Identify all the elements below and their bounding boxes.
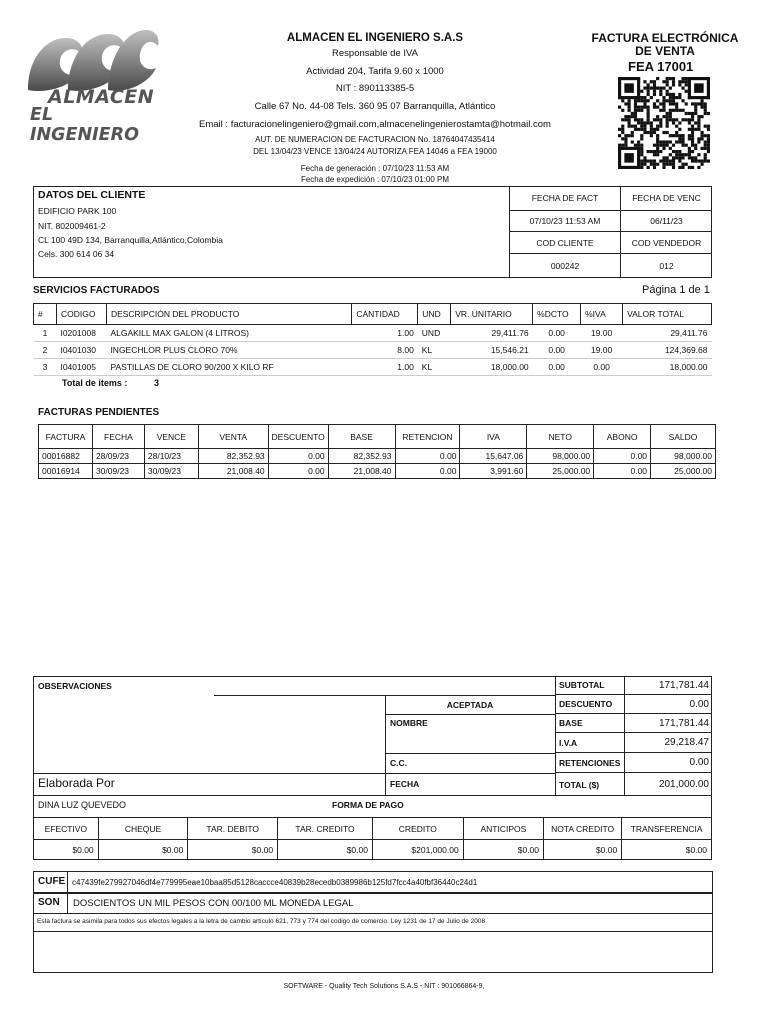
client-address: CL 100 49D 134, Barranquilla,Atlántico,Colombia bbox=[38, 235, 223, 245]
pending-cell: 28/10/23 bbox=[144, 449, 198, 464]
pending-cell: 28/09/23 bbox=[92, 449, 144, 464]
invoice-number: FEA 17001 bbox=[628, 59, 694, 74]
table-cell: 29,411.76 bbox=[451, 325, 533, 342]
services-header-row bbox=[34, 304, 712, 325]
page-indicator: Página 1 de 1 bbox=[642, 284, 710, 296]
payment-col: CHEQUE bbox=[98, 818, 188, 840]
col-valor-total: VALOR TOTAL bbox=[623, 304, 712, 325]
value-fecha-venc: 06/11/23 bbox=[620, 210, 712, 231]
label-cod-vendedor: COD VENDEDOR bbox=[620, 231, 712, 253]
total-label: RETENCIONES bbox=[556, 753, 624, 773]
company-email: Email : facturacionelingeniero@gmail.com,almacenelingenierostamta@hotmail.com bbox=[199, 119, 551, 130]
value-fecha-fact: 07/10/23 11:53 AM bbox=[509, 210, 620, 231]
pending-cell: 0.00 bbox=[594, 464, 651, 479]
table-cell: 1.00 bbox=[352, 359, 418, 376]
payment-header-top bbox=[33, 796, 712, 817]
pending-row bbox=[39, 464, 716, 479]
total-label: TOTAL ($) bbox=[559, 779, 600, 790]
pending-cell: 0.00 bbox=[594, 449, 651, 464]
client-heading: DATOS DEL CLIENTE bbox=[38, 189, 146, 201]
table-cell: UND bbox=[418, 325, 451, 342]
table-cell: 124,369.68 bbox=[623, 342, 712, 359]
payment-col: NOTA CREDITO bbox=[544, 818, 622, 840]
payment-values-table bbox=[33, 839, 712, 860]
pending-cell: 21,008.40 bbox=[198, 464, 268, 479]
total-label: I.V.A bbox=[556, 733, 624, 753]
company-address: Calle 67 No. 44-08 Tels. 360 95 07 Barranquilla, Atlántico bbox=[254, 101, 496, 112]
son-label: SON bbox=[38, 897, 60, 908]
services-heading: SERVICIOS FACTURADOS bbox=[33, 285, 160, 296]
payment-values-row bbox=[34, 840, 712, 860]
legal-note: Esta factura se asimila para todos sus efectos legales a la letra de cambio artículo 621, 773 y 774 del codigo de comercio. Ley 1231 de 17 de Julio de 2008 bbox=[37, 918, 486, 925]
payment-value: $0.00 bbox=[544, 840, 622, 860]
accepted-label: ACEPTADA bbox=[446, 700, 494, 710]
table-cell: 15,546.21 bbox=[451, 342, 533, 359]
pending-cell: 15,647.06 bbox=[460, 449, 527, 464]
table-cell: 0.00 bbox=[581, 359, 623, 376]
total-value: 171,781.44 bbox=[625, 714, 712, 733]
son-value: DOSCIENTOS UN MIL PESOS CON 00/100 ML MONEDA LEGAL bbox=[73, 898, 354, 909]
pending-col-descuento: DESCUENTO bbox=[268, 425, 328, 449]
table-cell: I0201008 bbox=[56, 325, 106, 342]
pending-cell: 25,000.00 bbox=[651, 464, 716, 479]
total-items-value: 3 bbox=[154, 378, 160, 388]
invoice-title-2: DE VENTA bbox=[635, 44, 695, 58]
pending-cell: 30/09/23 bbox=[144, 464, 198, 479]
pending-col-abono: ABONO bbox=[594, 425, 651, 449]
pending-header-row bbox=[39, 425, 716, 449]
cufe-label: CUFE bbox=[38, 876, 66, 887]
table-cell: 0.00 bbox=[533, 342, 581, 359]
cc-under-line bbox=[385, 773, 555, 774]
payment-table bbox=[33, 817, 712, 840]
total-value: 0.00 bbox=[625, 753, 712, 773]
table-cell: 0.00 bbox=[533, 325, 581, 342]
issue-date: Fecha de expedición : 07/10/23 01:00 PM bbox=[300, 175, 450, 184]
pending-table bbox=[38, 424, 716, 479]
col-vr-unitario: VR. UNITARIO bbox=[451, 304, 533, 325]
pending-cell: 3,991.60 bbox=[460, 464, 527, 479]
table-cell: 19.00 bbox=[581, 325, 623, 342]
pending-cell: 0.00 bbox=[395, 449, 460, 464]
payment-col: CREDITO bbox=[372, 818, 463, 840]
pending-col-saldo: SALDO bbox=[651, 425, 716, 449]
son-under-line bbox=[33, 913, 713, 914]
cufe-value: c47439fe279927046df4e779995eae10baa85d5128caccce40839b28ecedb0389986b125fd7fcc4a40fbf36440c24d1 bbox=[72, 878, 478, 887]
table-cell: KL bbox=[418, 359, 451, 376]
pending-cell: 98,000.00 bbox=[651, 449, 716, 464]
total-value: 171,781.44 bbox=[625, 676, 712, 695]
payment-value: $0.00 bbox=[98, 840, 188, 860]
payment-value: $0.00 bbox=[622, 840, 712, 860]
cufe-divider bbox=[67, 871, 68, 893]
payment-col: TAR. CREDITO bbox=[278, 818, 373, 840]
table-cell: 29,411.76 bbox=[623, 325, 712, 342]
total-label: BASE bbox=[556, 714, 624, 733]
nombre-under-line bbox=[385, 753, 555, 754]
pending-col-neto: NETO bbox=[527, 425, 594, 449]
total-label: SUBTOTAL bbox=[556, 676, 624, 695]
pending-col-retencion: RETENCION bbox=[395, 425, 460, 449]
authorization-number: AUT. DE NUMERACION DE FACTURACION No. 18764047435414 bbox=[255, 135, 495, 144]
generation-date: Fecha de generación : 07/10/23 11:53 AM bbox=[300, 164, 450, 173]
table-cell: PASTILLAS DE CLORO 90/200 X KILO RF bbox=[106, 359, 351, 376]
total-label: DESCUENTO bbox=[556, 695, 624, 714]
authorization-range: DEL 13/04/23 VENCE 13/04/24 AUTORIZA FEA 14046 a FEA 19000 bbox=[253, 147, 497, 156]
table-cell: 8.00 bbox=[352, 342, 418, 359]
table-row bbox=[34, 325, 712, 342]
pending-heading: FACTURAS PENDIENTES bbox=[38, 407, 160, 418]
nombre-label: NOMBRE bbox=[390, 718, 428, 728]
payment-value: $201,000.00 bbox=[372, 840, 463, 860]
table-cell: INGECHLOR PLUS CLORO 70% bbox=[106, 342, 351, 359]
fecha-label: FECHA bbox=[390, 779, 420, 789]
col-dcto: %DCTO bbox=[533, 304, 581, 325]
elaborated-label: Elaborada Por bbox=[38, 776, 115, 790]
pending-cell: 0.00 bbox=[268, 464, 328, 479]
total-value: 29,218.47 bbox=[625, 733, 712, 753]
pending-col-vence: VENCE bbox=[144, 425, 198, 449]
col-cantidad: CANTIDAD bbox=[352, 304, 418, 325]
payment-header-row bbox=[34, 818, 712, 840]
payment-col: ANTICIPOS bbox=[463, 818, 543, 840]
pending-col-base: BASE bbox=[328, 425, 395, 449]
table-cell: KL bbox=[418, 342, 451, 359]
accepted-under-line bbox=[385, 714, 555, 715]
table-cell: 2 bbox=[34, 342, 57, 359]
company-name: ALMACEN EL INGENIERO S.A.S bbox=[286, 32, 464, 44]
label-fecha-fact: FECHA DE FACT bbox=[509, 186, 620, 210]
table-cell: 0.00 bbox=[533, 359, 581, 376]
logo-text-2: EL INGENIERO bbox=[30, 105, 139, 145]
company-activity: Actividad 204, Tarifa 9.60 x 1000 bbox=[306, 66, 444, 77]
label-fecha-venc: FECHA DE VENC bbox=[620, 186, 712, 210]
company-nit: NIT : 890113385-5 bbox=[335, 83, 415, 94]
table-cell: 18,000.00 bbox=[623, 359, 712, 376]
company-logo bbox=[26, 28, 166, 145]
payment-value: $0.00 bbox=[188, 840, 278, 860]
table-cell: 3 bbox=[34, 359, 57, 376]
payment-value: $0.00 bbox=[278, 840, 373, 860]
logo-text-1: ALMACEN bbox=[48, 86, 155, 108]
elaborated-line bbox=[33, 773, 385, 774]
col-descripcion: DESCRIPCIÓN DEL PRODUCTO bbox=[106, 304, 351, 325]
value-cod-cliente: 000242 bbox=[509, 253, 620, 278]
qr-code bbox=[618, 77, 710, 169]
acceptance-left-divider bbox=[385, 695, 386, 796]
pending-row bbox=[39, 449, 716, 464]
payment-label: FORMA DE PAGO bbox=[332, 800, 404, 810]
table-row bbox=[34, 359, 712, 376]
elaborated-by: DINA LUZ QUEVEDO bbox=[38, 800, 127, 810]
table-cell: 18,000.00 bbox=[451, 359, 533, 376]
total-value: 0.00 bbox=[625, 695, 712, 714]
label-cod-cliente: COD CLIENTE bbox=[509, 231, 620, 253]
payment-value: $0.00 bbox=[463, 840, 543, 860]
table-cell: ALGAKILL MAX GALON (4 LITROS) bbox=[106, 325, 351, 342]
pending-cell: 82,352.93 bbox=[198, 449, 268, 464]
pending-cell: 21,008.40 bbox=[328, 464, 395, 479]
pending-cell: 25,000.00 bbox=[527, 464, 594, 479]
software-footer: SOFTWARE - Quality Tech Solutions S.A.S - NIT : 901066864-9, bbox=[283, 983, 485, 990]
client-phones: Cels. 300 614 06 34 bbox=[38, 249, 115, 259]
legal-under-line bbox=[33, 931, 713, 932]
pending-cell: 0.00 bbox=[268, 449, 328, 464]
pending-col-venta: VENTA bbox=[198, 425, 268, 449]
total-value: 201,000.00 bbox=[658, 779, 709, 790]
son-divider bbox=[67, 893, 68, 913]
payment-col: EFECTIVO bbox=[34, 818, 99, 840]
col-num: # bbox=[34, 304, 57, 325]
qr-code-icon bbox=[618, 77, 710, 169]
pending-col-iva: IVA bbox=[460, 425, 527, 449]
pending-col-factura: FACTURA bbox=[39, 425, 93, 449]
total-items-label: Total de items : bbox=[62, 378, 128, 388]
payment-col: TAR. DEBITO bbox=[188, 818, 278, 840]
col-iva: %IVA bbox=[581, 304, 623, 325]
payment-col: TRANSFERENCIA bbox=[622, 818, 712, 840]
observations-label: OBSERVACIONES bbox=[38, 681, 112, 691]
table-cell: 1 bbox=[34, 325, 57, 342]
pending-cell: 00016914 bbox=[39, 464, 93, 479]
pending-cell: 0.00 bbox=[395, 464, 460, 479]
company-regime: Responsable de IVA bbox=[332, 48, 418, 59]
table-cell: I0401005 bbox=[56, 359, 106, 376]
invoice-title-1: FACTURA ELECTRÓNICA bbox=[591, 31, 739, 45]
col-codigo: CODIGO bbox=[56, 304, 106, 325]
pending-cell: 98,000.00 bbox=[527, 449, 594, 464]
table-cell: I0401030 bbox=[56, 342, 106, 359]
pending-cell: 30/09/23 bbox=[92, 464, 144, 479]
pending-col-fecha: FECHA bbox=[92, 425, 144, 449]
services-table bbox=[33, 303, 712, 376]
client-name: EDIFICIO PARK 100 bbox=[38, 206, 117, 216]
pending-cell: 82,352.93 bbox=[328, 449, 395, 464]
table-cell: 19.00 bbox=[581, 342, 623, 359]
client-nit: NIT. 802009461-2 bbox=[38, 221, 106, 231]
pending-cell: 00016882 bbox=[39, 449, 93, 464]
value-cod-vendedor: 012 bbox=[620, 253, 712, 278]
cc-label: C.C. bbox=[390, 758, 407, 768]
payment-value: $0.00 bbox=[34, 840, 99, 860]
col-und: UND bbox=[418, 304, 451, 325]
table-row bbox=[34, 342, 712, 359]
table-cell: 1.00 bbox=[352, 325, 418, 342]
